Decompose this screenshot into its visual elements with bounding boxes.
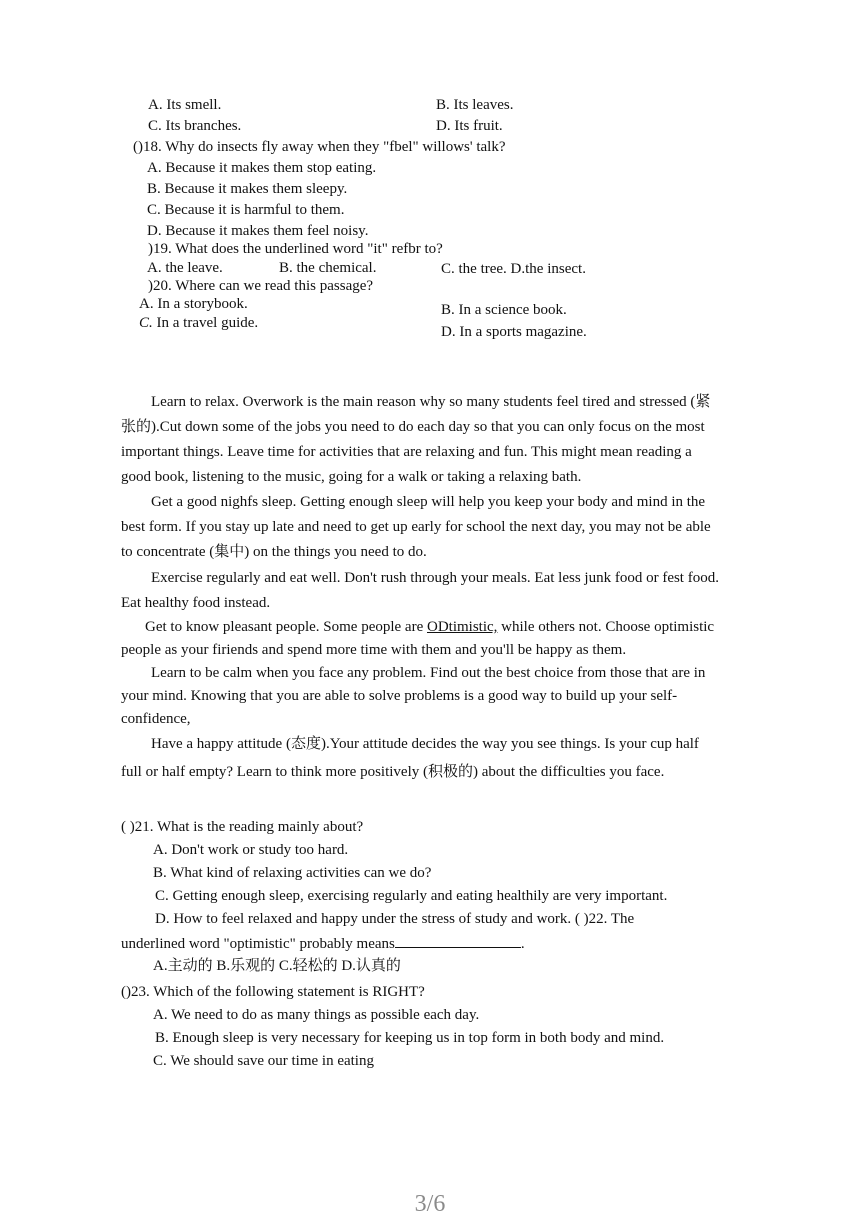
- underlined-word-optimistic: ODtimistic,: [427, 619, 498, 635]
- q18-option-b: B. Because it makes them sleepy.: [147, 181, 348, 197]
- q19-stem: )19. What does the underlined word "it" refbr to?: [148, 241, 443, 257]
- q21-stem: ( )21. What is the reading mainly about?: [121, 819, 364, 835]
- q17-option-d: D. Its fruit.: [436, 118, 503, 134]
- q19-option-cd: C. the tree. D.the insect.: [441, 261, 586, 277]
- q17-option-c: C. Its branches.: [148, 118, 242, 134]
- q20-option-d: D. In a sports magazine.: [441, 324, 587, 340]
- q18-option-c: C. Because it is harmful to them.: [147, 202, 345, 218]
- page-number: 3/6: [414, 1191, 446, 1217]
- answer-blank: [395, 933, 521, 948]
- q22-options: A.主动的 B.乐观的 C.轻松的 D.认真的: [153, 958, 401, 974]
- q21-option-c: C. Getting enough sleep, exercising regularly and eating healthily are very important.: [155, 888, 668, 904]
- q22-stem-text: underlined word "optimistic" probably means: [121, 936, 395, 952]
- q21-option-d: D. How to feel relaxed and happy under the stress of study and work. ( )22. The: [155, 911, 635, 927]
- q23-option-c: C. We should save our time in eating: [153, 1053, 374, 1069]
- paragraph-4-start: Get to know pleasant people. Some people are: [145, 619, 427, 635]
- q20-option-c: [139, 314, 258, 332]
- paragraph-4-end: while others not. Choose optimistic people as your firiends and spend more time with them and you'll be happy as them.: [121, 619, 715, 658]
- q17-option-b: B. Its leaves.: [436, 97, 514, 113]
- q23-option-b: B. Enough sleep is very necessary for keeping us in top form in both body and mind.: [155, 1030, 665, 1046]
- passage-paragraph-5: Learn to be calm when you face any problem. Find out the best choice from those that are in your mind. Knowing that you are able to solve problems is a good way to build up your self-confidence,: [121, 665, 706, 727]
- q20-option-c-letter: C.: [139, 315, 153, 331]
- passage-paragraph-3: Exercise regularly and eat well. Don't rush through your meals. Eat less junk food or fest food. Eat healthy food instead.: [121, 570, 719, 611]
- passage-paragraph-6: Have a happy attitude (态度).Your attitude decides the way you see things. Is your cup half full or half empty? Learn to think more positively (积极的) about the difficulties you face.: [121, 736, 699, 780]
- q19-option-b: B. the chemical.: [279, 260, 377, 276]
- q21-option-b: B. What kind of relaxing activities can we do?: [153, 865, 432, 881]
- q22-stem: [121, 933, 525, 953]
- q17-option-a: A. Its smell.: [148, 97, 222, 113]
- q22-stem-period: .: [520, 936, 525, 952]
- q21-option-a: A. Don't work or study too hard.: [153, 842, 349, 858]
- q18-stem: ()18. Why do insects fly away when they "fbel" willows' talk?: [133, 139, 506, 155]
- q18-option-d: D. Because it makes them feel noisy.: [147, 223, 369, 239]
- q20-option-b: B. In a science book.: [441, 302, 567, 318]
- passage-paragraph-4: [121, 616, 721, 662]
- q20-stem: )20. Where can we read this passage?: [148, 278, 374, 294]
- passage-paragraph-1: Learn to relax. Overwork is the main reason why so many students feel tired and stressed (紧张的).Cut down some of the jobs you need to do each day so that you can only focus on the most important things. Leave time for activities that are relaxing and fun. This might mean reading a good book, listening to the music, going for a walk or taking a relaxing bath.: [121, 394, 711, 485]
- q20-option-a: A. In a storybook.: [139, 296, 248, 312]
- q23-option-a: A. We need to do as many things as possible each day.: [153, 1007, 480, 1023]
- passage-paragraph-2: Get a good nighfs sleep. Getting enough sleep will help you keep your body and mind in the best form. If you stay up late and need to get up early for school the next day, you may not be able to concentrate (集中) on the things you need to do.: [121, 494, 711, 560]
- q23-stem: ()23. Which of the following statement is RIGHT?: [121, 984, 425, 1000]
- q19-option-a: A. the leave.: [147, 260, 223, 276]
- q18-option-a: A. Because it makes them stop eating.: [147, 160, 377, 176]
- q20-option-c-text: In a travel guide.: [152, 315, 259, 331]
